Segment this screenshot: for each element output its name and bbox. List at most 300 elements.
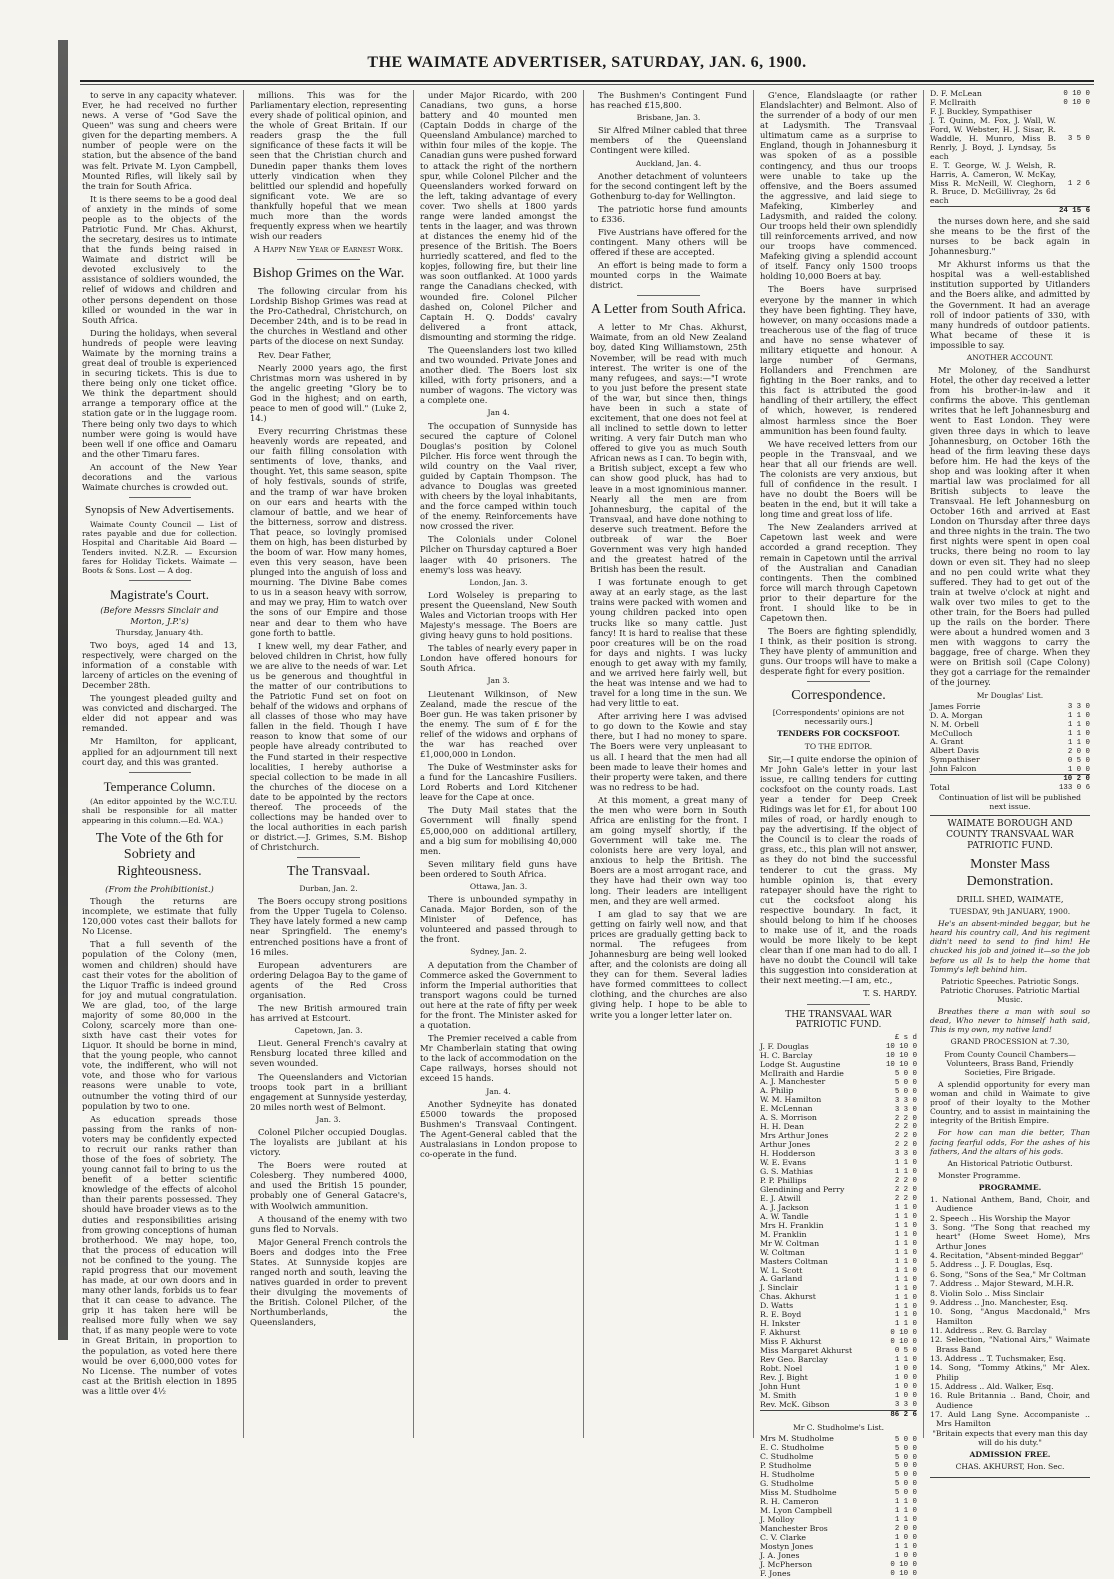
subscription-amount: 5 0 0 <box>894 1480 917 1489</box>
ad-line: Patriotic Speeches. Patriotic Songs. Patriotic Choruses. Patriotic Martial Music. <box>940 976 1080 1004</box>
subscription-amount: 1 1 0 <box>894 1507 917 1516</box>
subscriber-name: E. McLennan <box>760 1104 813 1114</box>
subscription-amount: 3 3 0 <box>894 1105 917 1114</box>
column-2 <box>250 90 407 1438</box>
subscriber-name: Miss M. Studholme <box>760 1488 837 1498</box>
subscriber-name: W. L. Scott <box>760 1265 803 1275</box>
subscription-amount: 1 1 0 <box>894 1168 917 1177</box>
subscription-amount: 0 10 0 <box>890 1560 917 1569</box>
subscriber-name: Chas. Akhurst <box>760 1292 816 1302</box>
dateline: Auckland, Jan. 4. <box>635 158 702 168</box>
list-head: £ s d <box>894 1034 917 1043</box>
paragraph: Five Austrians have offered for the contingent. Many others will be offered if these are accepted. <box>590 227 747 258</box>
subscription-amount: 1 1 0 <box>894 1320 917 1329</box>
subscription-amount: 0 10 0 <box>1063 99 1090 108</box>
ad-paragraph: A splendid opportunity for every man woman and child in Waimate to give proof of their loyalty to the Mother Country, and to assist in maintaining the integrity of the British Empire. <box>930 1079 1090 1126</box>
column-6 <box>930 89 1090 1471</box>
paragraph: The Boers have surprised everyone by the manner in which they have been fighting. They have, however, on many occasions made a treacherous use of the flag of truce and have no sense whatever of military etiquette and honour. A large number of Germans, Hollanders and Frenchmen are fighting in the Boer ranks, and to this fact is attributed the good handling of their artillery, the effect of which, however, is rendered almost harmless since the Boer ammunition has been found faulty. <box>760 284 917 436</box>
subscriber-name: Mr W. Coltman <box>760 1238 820 1248</box>
paragraph: The tables of nearly every paper in London have offered honours for South Africa. <box>420 643 577 674</box>
paragraph: Lieutenant Wilkinson, of New Zealand, made the rescue of the Boer gun. He was taken prisoner by the enemy. The sum of £ for the relief of the widows and orphans of the war has reached over £1,000,000 in London. <box>420 688 577 760</box>
subscription-amount: 5 0 0 <box>894 1471 917 1480</box>
subscription-amount: 2 2 0 <box>894 1141 917 1150</box>
signature: T. S. HARDY. <box>863 988 917 999</box>
paragraph: That a full seventh of the population of the Colony (men, women and children) should have cast their votes for the abolition of the Liquor Traffic is indeed ground for joy and mutual congratulation. We are glad, too, of the large majority of some 80,000 in the Colony, scarcely more than one-sixth have cast their votes for Liquor. It should be borne in mind, that the young people, who cannot vote, the indifferent, who will not vote, and those who for various reasons were unable to vote, outnumber the voting third of our population by two to one. <box>82 939 237 1111</box>
programme-item: 6. Song, "Sons of the Sea," Mr Coltman <box>930 1269 1087 1279</box>
subscriber-name: A. Garland <box>760 1274 803 1284</box>
paragraph: As education spreads those passing from the ranks of non-voters may be confidently expected to recruit our ranks rather than those of the foes of sobriety. The young cannot fail to bring to us the benefit of a better scientific knowledge of the effects of alcohol than their parents possessed. They should have broader views as to the duties and responsibilities arising from growing conceptions of human brotherhood. We may hope, too, that the process of education will not be confined to the young. The rapid progress that our movement has made, at our own doors and in many other lands, forbids us to fear that it can cease to advance. The grip it has taken here will be realised more fully when we say that, if as many people were to vote in Great Britain, in proportion to the population, as voted here there would be over 6,000,000 votes for No License. The number of votes cast at the British election in 1895 was a little over 4½ <box>82 1113 237 1396</box>
subscription-list <box>930 90 1090 216</box>
dateline: Durban, Jan. 2. <box>299 884 358 894</box>
section-heading: Magistrate's Court. <box>109 586 210 602</box>
article-title: Bishop Grimes on the War. <box>252 266 405 282</box>
column-divider <box>583 90 584 1438</box>
paragraph: During the holidays, when several hundreds of people were leaving Waimate by the morning trains a great deal of trouble is experienced in securing tickets. This is due to there being only one ticket office. We think the department should arrange a temporary office at the station gate or in the luggage room. There being only two days to which number were going is would have been well if one office and Oamaru and the other Timaru fares. <box>82 327 237 459</box>
ad-line: GRAND PROCESSION at 7.30, <box>950 1037 1070 1047</box>
subscriber-name: F. Akhurst <box>760 1328 801 1338</box>
ad-verse: He's an absent-minded beggar, but he heard his country call, And his regiment didn't need to send to find him! He chucked his job and joined it—so the job before us all Is to help the home that Tommy's left behind him. <box>930 919 1090 974</box>
paragraph: The occupation of Sunnyside has secured the capture of Colonel Douglas's position by Colonel Pilcher. His force went through the wild country on the Vaal river, guided by Captain Thompson. The advance to Douglas was greeted with cheers by the loyal inhabitants, and the force camped within touch of the enemy. Reinforcements have now crossed the river. <box>420 420 577 532</box>
subscription-amount: 1 1 0 <box>894 1221 917 1230</box>
subscriber-name: M. Franklin <box>760 1229 807 1239</box>
paragraph: There is unbounded sympathy in Canada. Major Borden, son of the Minister of Defence, has volunteered and passed through to the front. <box>420 894 577 945</box>
list-total: 24 15 6 <box>1056 207 1090 216</box>
paragraph: A deputation from the Chamber of Commerce asked the Government to inform the Imperial authorities that transport wagons could be turned out here at the rate of fifty per week for the front. The Minister asked for a quotation. <box>420 959 577 1031</box>
subscriber-name: Rev. McK. Gibson <box>760 1399 830 1409</box>
subheading: ANOTHER ACCOUNT. <box>966 352 1054 362</box>
subscription-amount: 2 2 0 <box>894 1177 917 1186</box>
paragraph: millions. This was for the Parliamentary election, representing every shade of political opinion, and the whole of Great Britain. If our readers grasp the the full significance of these facts it will be seen that the Christian church and Dunedin paper thanks them loves utterly vindication when they belittled our splendid and hopefully significant vote. We are so thankfully hopeful that we mean much more than the words frequently express when we heartily wish our readers <box>250 90 407 242</box>
subscription-amount: 5 0 0 <box>894 1489 917 1498</box>
subscriber-name: E. J. Atwill <box>760 1193 801 1203</box>
programme-item: 11. Address .. Rev. G. Barclay <box>930 1325 1047 1335</box>
subscriber-name: C. Studholme <box>760 1452 814 1462</box>
subheading: TENDERS FOR COCKSFOOT. <box>777 729 900 739</box>
paragraph: A Happy New Year of Earnest Work. <box>253 244 404 255</box>
subscriber-name: W. Coltman <box>760 1247 805 1257</box>
divider <box>807 1004 870 1005</box>
subheading: TO THE EDITOR. <box>804 741 873 751</box>
subscription-amount: 1 0 0 <box>894 1383 917 1392</box>
ad-title: Monster Mass Demonstration. <box>966 857 1054 890</box>
subscriber-name: James Forrie <box>930 701 981 711</box>
subheading: Mr C. Studholme's List. <box>792 1423 884 1433</box>
subscription-amount: 3 3 0 <box>894 1401 917 1410</box>
ad-date: TUESDAY, 9th JANUARY, 1900. <box>949 907 1071 917</box>
subscriber-name: A. J. Manchester <box>760 1077 826 1087</box>
paragraph: Colonel Pilcher occupied Douglas. The loyalists are jubilant at his victory. <box>250 1126 407 1158</box>
dateline: Jan 4. <box>487 408 510 418</box>
column-3 <box>420 90 577 1438</box>
programme-item: 15. Address .. Ald. Walker, Esq. <box>930 1381 1054 1391</box>
subscription-amount: 1 1 0 <box>1067 720 1090 729</box>
dateline: Thursday, January 4th. <box>115 627 204 637</box>
paragraph: It is there seems to be a good deal of anxiety in the minds of some people as to the objects of the Patriotic Fund. Mr Chas. Akhurst, the secretary, desires us to intimate that the funds being raised in Waimate and district will be devoted exclusively to the assistance of soldiers wounded, the relief of widows and children and other persons dependent on those killed or wounded in the war in South Africa. <box>82 193 237 325</box>
paragraph: under Major Ricardo, with 200 Canadians, two guns, a horse battery and 40 mounted men (Captain Dodds in charge of the Queensland Ambulance) marched to within four miles of the kopje. The Canadian guns were pushed forward to attack the right of the northern spur, while Colonel Pilcher and the Queenslanders worked forward on the left, taking advantage of every cover. Two shells at 1800 yards range were landed amongst the tents in the laager, and was thrown at distances the enemy hid of the presence of the British. The Boers hurriedly scattered, and fled to the kopjes, following fire, but their line was soon outflanked. At 1000 yards range the Canadians checked, with wounded fire. Colonel Pilcher dashed on, Colonel Pilcher and Captain H. Q. Dodds' cavalry delivered a front attack, dismounting and storming the ridge. <box>420 90 577 342</box>
paragraph: Another detachment of volunteers for the second contingent left by the Gothenburg to-day for Wellington. <box>590 170 747 201</box>
subscription-amount: 10 10 0 <box>885 1042 917 1051</box>
column-4 <box>590 90 747 1438</box>
subscriber-name: E. C. Studholme <box>760 1443 824 1453</box>
subscription-amount: 1 1 0 <box>894 1302 917 1311</box>
subscriber-name: J. T. Quinn, M. Fox, J. Wall, W. Ford, W. Webster, H. J. Sisar, R. Waddle, H. Munro, Miss B. Renrly, J. Boyd, J. Lyndsay, 5s each <box>930 115 1056 161</box>
ad-line: PROGRAMME. <box>978 1182 1042 1192</box>
programme-list <box>930 1195 1090 1429</box>
subscriber-name: W. M. Hamilton <box>760 1095 822 1105</box>
section-heading: Temperance Column. <box>103 778 216 794</box>
subscriber-name: Sympathiser <box>930 755 980 765</box>
subscriber-name: P. Studholme <box>760 1461 812 1471</box>
subscriber-name: G. Studholme <box>760 1479 814 1489</box>
paragraph: (An editor appointed by the W.C.T.U. shall be responsible for all matter appearing in this column.—Ed. W.A.) <box>82 797 237 825</box>
subscription-amount: 1 1 0 <box>894 1213 917 1221</box>
programme-item: 9. Address .. Jno. Manchester, Esq. <box>930 1297 1068 1307</box>
section-subheading: (Before Messrs Sinclair and Morton, J.P.'s) <box>100 605 219 626</box>
subscription-amount: 1 1 0 <box>1067 711 1090 720</box>
subscription-amount: 1 0 0 <box>894 1374 917 1383</box>
subscription-amount: 10 10 0 <box>885 1060 917 1069</box>
paragraph: The Queenslanders and Victorian troops took part in a brilliant engagement at Sunnyside yesterday, 20 miles north west of Belmont. <box>250 1071 407 1112</box>
subscriber-name: F. McIlraith <box>930 97 977 107</box>
paragraph: European adventurers are ordering Delagoa Bay to the game of agents of the Red Cross organisation. <box>250 959 407 1000</box>
paragraph: Mr Hamilton, for applicant, applied for an adjournment till next court day, and this was granted. <box>82 736 237 767</box>
list-row <box>930 117 1090 162</box>
paragraph: Waimate County Council — List of rates payable and due for collection. Hospital and Charitable Aid Board — Tenders invited. N.Z.R. — Excursion fares for Holiday Tickets. Waimate — Boots & Sons. Lost — A dog. <box>82 520 237 575</box>
paragraph: The Premier received a cable from Mr Chamberlain stating that owing to the lack of accommodation on the Cape railways, horses should not exceed 15 hands. <box>420 1033 577 1084</box>
programme-item: 7. Address .. Major Steward, M.H.R. <box>930 1279 1074 1289</box>
subscriber-name: H. Hodderson <box>760 1149 816 1159</box>
subscription-amount: 2 2 0 <box>894 1123 917 1132</box>
subscription-amount: 5 0 0 <box>894 1078 917 1087</box>
subscriber-name: Masters Coltman <box>760 1256 828 1266</box>
subscriber-name: C. V. Clarke <box>760 1532 807 1542</box>
paragraph: After arriving here I was advised to go down to the Kowie and stay there, but I had no money to spare. The Boers were very unpleasant to us all. I heard that the men had all been made to leave their homes and their property were taken, and there was no redress to be had. <box>590 711 747 792</box>
paragraph: The following circular from his Lordship Bishop Grimes was read at the Pro-Cathedral, Christchurch, on December 24th, and is to be read in the churches in Westland and other parts of the diocese on next Sunday. <box>250 286 407 347</box>
programme-item: 2. Speech .. His Worship the Mayor <box>930 1213 1071 1223</box>
subscription-amount: 1 1 0 <box>1067 729 1090 738</box>
total-label: Total <box>930 782 950 792</box>
subscriber-name: H. H. Dean <box>760 1122 805 1132</box>
paragraph: The youngest pleaded guilty and was convicted and discharged. The elder did not appear and was remanded. <box>82 693 237 734</box>
paragraph: A letter to Mr Chas. Akhurst, Waimate, from an old New Zealand boy, dated King Williamstown, 25th November, will be read with much interest. The writer is one of the many refugees, and says:—"I wrote to you just before the present state of the war, but since then, things have been in such a state of excitement, that one does not feel at all inclined to settle down to letter writing. A very fair Dutch man who offered to give you as much South African news as I can. To begin with, a British subject, except a few who can show good pluck, has had to leave in a most ignominious manner. Nearly all the men are from Johannesburg, the capital of the Transvaal, and have done nothing to deserve such treatment. Before the outbreak of war the Boer Government was very high handed and the greatest hatred of the British has been the result. <box>590 322 747 575</box>
subscriber-name: A. Grant <box>930 737 964 747</box>
subscriber-name: Glendining and Perry <box>760 1184 845 1194</box>
ad-verse: Breathes there a man with soul so dead, Who never to himself hath said, This is my own, my native land! <box>930 1007 1090 1035</box>
subscription-amount: 1 1 0 <box>1067 738 1090 747</box>
subscriber-name: D. Watts <box>760 1301 794 1311</box>
subscriber-name: A. W. Tandle <box>760 1211 809 1221</box>
paragraph: the nurses down here, and she said she means to be the first of the nurses to be back again in Johannesburg." <box>930 215 1090 257</box>
subscription-amount: 2 2 0 <box>894 1195 917 1204</box>
masthead-rule-thin <box>80 84 1094 85</box>
divider <box>807 681 870 682</box>
subscription-amount: 1 1 0 <box>894 1275 917 1284</box>
subscription-amount: 5 0 0 <box>894 1069 917 1078</box>
subscription-amount: 5 0 0 <box>894 1444 917 1453</box>
divider <box>129 497 191 498</box>
section-heading: Correspondence. <box>791 688 886 704</box>
subscriber-name: J. McPherson <box>760 1559 813 1569</box>
subheading: THE TRANSVAAL WAR PATRIOTIC FUND. <box>785 1009 892 1031</box>
paragraph: G'ence, Elandslaagte (or rather Elandslachter) and Belmont. Also of the surrender of a body of our men at Ladysmith. The Transvaal ultimatum came as a surprise to England, though in Johannesburg it was spoken of as a possible contingency, and thus our troops were unable to take up the offensive, and the Boers assumed the aggressive, and laid siege to Mafeking, Kimberley and Ladysmith, and raided the colony. Our troops held their own splendidly till reinforcements arrived, and now our troops have commenced. Mafeking giving a splendid account of itself. Fancy only 1500 troops holding 10,000 Boers at bay. <box>760 90 917 282</box>
subscriber-name: A. J. Jackson <box>760 1202 809 1212</box>
subscriber-name: F. Jones <box>760 1568 791 1578</box>
dateline: Jan. 4. <box>486 1086 511 1096</box>
subscription-amount: 1 1 0 <box>894 1516 917 1525</box>
subscriber-name: John Hunt <box>760 1381 801 1391</box>
paragraph: Sir Alfred Milner cabled that three members of the Queensland Contingent were killed. <box>590 125 747 156</box>
article-title: A Letter from South Africa. <box>590 302 747 318</box>
paragraph: We have received letters from our people in the Transvaal, and we hear that all our friends are well. The colonists are very anxious, but full of confidence in the result. I have no doubt the Boers will be beaten in the end, but it will take a long time and great loss of life. <box>760 438 917 520</box>
subscription-amount: 1 1 0 <box>894 1239 917 1248</box>
dateline: London, Jan. 3. <box>469 577 528 587</box>
masthead-rule <box>80 80 1094 82</box>
subscription-amount: 1 1 0 <box>894 1498 917 1507</box>
subscription-amount: 0 5 0 <box>1067 756 1090 765</box>
subscription-amount: 1 1 0 <box>894 1356 917 1365</box>
subscriber-name: McCulloch <box>930 728 973 738</box>
subscription-amount: 3 5 0 <box>1067 134 1090 143</box>
subscriber-name: M. Smith <box>760 1390 797 1400</box>
divider <box>129 580 191 581</box>
subscriber-name: R. E. Boyd <box>760 1310 802 1320</box>
paragraph: I am glad to say that we are getting on fairly well now, and that prices are gradually getting back to normal. The refugees from Johannesburg are being well looked after, and the colonists are doing all they can for them. Several ladies have formed committees to collect clothing, and the churches are also giving help. I hope to be able to write you a longer letter later on. <box>590 908 747 1020</box>
paragraph: The Boers are fighting splendidly, I think, as their position is strong. They have plenty of ammunition and guns. Our troops will have to make a desperate fight for every position. <box>760 626 917 677</box>
paragraph: The new British armoured train has arrived at Estcourt. <box>250 1003 407 1024</box>
programme-item: 5. Address .. J. F. Douglas, Esq. <box>930 1260 1053 1270</box>
programme-item: 14. Song, "Tommy Atkins," Mr Alex. Philip <box>930 1363 1090 1382</box>
paragraph: The Boers were routed at Colesberg. They numbered 4000, and used the British 15 pounder, probably one of General Gatacre's, with Woolwich ammunition. <box>250 1160 407 1211</box>
subscription-amount: 0 10 0 <box>890 1569 917 1578</box>
subscription-amount: 2 2 0 <box>894 1186 917 1195</box>
divider <box>637 295 700 296</box>
subscriber-name: John Falcon <box>930 764 977 774</box>
subscriber-name: H. Inkster <box>760 1319 801 1329</box>
subscription-amount: 1 1 0 <box>894 1293 917 1302</box>
programme-item: 1. National Anthem, Band, Choir, and Audience <box>930 1195 1090 1214</box>
column-divider <box>923 90 924 1438</box>
paragraph: The New Zealanders arrived at Capetown last week and were accorded a grand reception. They remain in Capetown until the arrival of the Australian and Canadian contingents. Then the combined force will march through Capetown prior to their departure for the front. I should like to be in Capetown then. <box>760 522 917 623</box>
ad-verse: For how can man die better, Than facing fearful odds, For the ashes of his fathers, And the altars of his gods. <box>930 1128 1090 1156</box>
ad-line: ADMISSION FREE. <box>969 1449 1051 1459</box>
paragraph: Another Sydneyite has donated £5000 towards the proposed Bushmen's Transvaal Contingent. The Agent-General cabled that the Australasians in London propose to co-operate in the fund. <box>420 1098 577 1159</box>
subscriber-name: A. S. Morrison <box>760 1113 817 1123</box>
column-divider <box>753 90 754 1438</box>
paragraph: An account of the New Year decorations and the various Waimate churches is crowded out. <box>82 461 237 492</box>
dateline: Brisbane, Jan. 3. <box>636 113 701 123</box>
subscriber-name: Miss F. Akhurst <box>760 1337 822 1347</box>
list-row <box>760 1570 917 1579</box>
ad-line: Monster Programme. <box>938 1170 1021 1180</box>
paragraph: Continuation of list will be published next issue. <box>938 792 1082 811</box>
list-total: 86 2 6 <box>883 1410 917 1419</box>
subscription-amount: 2 0 0 <box>1067 747 1090 756</box>
section-heading: Synopsis of New Advertisements. <box>84 504 235 517</box>
subscriber-name: H. C. Barclay <box>760 1050 813 1060</box>
subscription-amount: 1 1 0 <box>894 1230 917 1239</box>
subscription-amount: 1 1 0 <box>894 1284 917 1293</box>
column-divider <box>243 90 244 1438</box>
subscription-amount: 1 1 0 <box>894 1543 917 1552</box>
paragraph: Nearly 2000 years ago, the first Christmas morn was ushered in by the angelic greeting "Glory be to God in the highest; and on earth, peace to men of good will." (Luke 2, 14.) <box>250 362 407 423</box>
paragraph: The Colonials under Colonel Pilcher on Thursday captured a Boer laager with 40 prisoners. The enemy's loss was heavy. <box>420 534 577 575</box>
divider <box>297 857 360 858</box>
programme-item: 3. Song. "The Song that reached my heart" (Home Sweet Home), Mrs Arthur Jones <box>930 1223 1090 1251</box>
subscriber-name: Mrs Arthur Jones <box>760 1131 829 1141</box>
divider <box>297 259 360 260</box>
ad-line: From County Council Chambers—Volunteers, Brass Band, Friendly Societies, Fire Brigade. <box>944 1049 1076 1077</box>
advertisement <box>930 815 1090 1478</box>
dateline: Jan. 3. <box>316 1114 341 1124</box>
paragraph: Lord Wolseley is preparing to present the Queensland, New South Wales and Victorian troops with Her Majesty's message. The Boers are giving heavy guns to hold positions. <box>420 589 577 641</box>
subscriber-name: J. Sinclair <box>760 1283 799 1293</box>
subscriber-name: Miss Margaret Akhurst <box>760 1346 853 1356</box>
subscription-amount: 1 1 0 <box>894 1311 917 1320</box>
dateline: Ottawa, Jan. 3. <box>469 881 528 891</box>
subscription-amount: 1 0 0 <box>1067 765 1090 774</box>
subscriber-name: Mostyn Jones <box>760 1541 814 1551</box>
subscriber-name: N. M. Orbell <box>930 719 979 729</box>
divider <box>129 772 191 773</box>
subscriber-name: A. Philip <box>760 1086 794 1096</box>
subscription-amount: 5 0 0 <box>894 1087 917 1096</box>
ad-line: An Historical Patriotic Outburst. <box>947 1158 1073 1168</box>
subscriber-name: Rev. J. Bight <box>760 1372 808 1382</box>
list-row <box>930 162 1090 207</box>
subscription-amount: 3 3 0 <box>1067 702 1090 711</box>
paragraph: Two boys, aged 14 and 13, respectively, were charged on the information of a constable with larceny of articles on the evening of December 28th. <box>82 639 237 691</box>
paragraph: Rev. Dear Father, <box>258 349 332 360</box>
paragraph: The Duke of Westminster asks for a fund for the Lancashire Fusiliers. Lord Roberts and Lord Kitchener leave for the Cape at once. <box>420 762 577 803</box>
subscriber-name: J. Molloy <box>760 1514 795 1524</box>
programme-item: 10. Song, "Angus Macdonald," Mrs Hamilton <box>930 1307 1090 1326</box>
subscription-amount: 1 0 0 <box>894 1365 917 1374</box>
subscriber-name: Robt. Noel <box>760 1363 803 1373</box>
dateline: Sydney, Jan. 2. <box>470 947 527 957</box>
subscription-amount: 1 1 0 <box>894 1248 917 1257</box>
subscription-amount: 1 0 0 <box>894 1534 917 1543</box>
paragraph: I knew well, my dear Father, and beloved children in Christ, how fully we are alive to the needs of war. Let us be generous and thoughtful in the matter of our contributions to the Patriotic Fund set on foot on behalf of the widows and orphans of all classes of those who may have fallen in the field. Though I have reason to know that some of our people have already contributed to the Fund started in their respective localities, I hereby authorise a special collection to be made in all the churches of the diocese on a date to be appointed by the rectors thereof. The proceeds of the collections may be handed over to the local authorities in each parish or district.—J. Grimes, S.M. Bishop of Christchurch. <box>250 640 407 853</box>
ad-heading: WAIMATE BOROUGH AND COUNTY TRANSVAAL WAR PATRIOTIC FUND. <box>946 818 1074 851</box>
paragraph: The Boers occupy strong positions from the Upper Tugela to Colenso. They have lately formed a new camp near Springfield. The enemy's entrenched positions have a front of 16 miles. <box>250 896 407 957</box>
subscription-amount <box>1056 108 1090 117</box>
article-title: The Transvaal. <box>286 864 371 880</box>
subscription-amount: 1 1 0 <box>894 1159 917 1168</box>
subscriber-name: Lodge St. Augustine <box>760 1059 841 1069</box>
subscription-amount: 3 3 0 <box>894 1096 917 1105</box>
subscription-list <box>930 703 1090 793</box>
subscription-amount: 0 10 0 <box>1063 90 1090 99</box>
subscription-amount: 5 0 0 <box>894 1453 917 1462</box>
paragraph: Mr Akhurst informs us that the hospital was a well-established institution supported by Uitlanders and the Boers alike, and admitted by the Government. It had an average roll of indoor patients of 330, with many hundreds of outdoor patients. What became of these it is impossible to say. <box>930 259 1090 350</box>
subscription-amount: 0 5 0 <box>894 1347 917 1356</box>
masthead-title: THE WAIMATE ADVERTISER, SATURDAY, JAN. 6, 1900. <box>367 54 807 71</box>
subscriber-name: McIlraith and Hardie <box>760 1068 844 1078</box>
programme-item: 12. Selection, "National Airs," Waimate Brass Band <box>930 1335 1090 1354</box>
subscriber-name: G. S. Mathias <box>760 1167 813 1177</box>
column-divider <box>413 90 414 1438</box>
ad-line: "Britain expects that every man this day will do his duty." <box>932 1428 1088 1447</box>
paragraph: Major General French controls the Boers and dodges into the Free States. At Sunnyside kopjes are ranged north and south, leaving the natives guarded in order to prevent their divulging the movements of the British. Colonel Pilcher, of the Northumberlands, the Queenslanders, <box>250 1236 407 1328</box>
subscriber-name: Mrs M. Studholme <box>760 1434 834 1444</box>
subscriber-name: F. J. Buckley, Sympathiser <box>930 106 1032 116</box>
list-row <box>930 765 1090 774</box>
subheading: Mr Douglas' List. <box>976 690 1044 700</box>
programme-item: 17. Auld Lang Syne. Accompaniste .. Mrs Hamilton <box>930 1409 1090 1429</box>
paragraph: A thousand of the enemy with two guns fled to Norvals. <box>250 1213 407 1234</box>
subscription-amount: 1 1 0 <box>894 1204 917 1213</box>
paragraph: At this moment, a great many of the men who were born in South Africa are enlisting for the front. I am going myself shortly, if the Government will take me. The colonists here are very loyal, and anxious to help the British. The Boers are a most arrogant race, and they have had their own way too long. Their leaders are intelligent men, and they are well armed. <box>590 794 747 906</box>
programme-item: 8. Violin Solo .. Miss Sinclair <box>930 1288 1044 1298</box>
subscription-list <box>760 1435 917 1578</box>
subscription-amount: 1 2 6 <box>1067 179 1090 188</box>
article-title: The Vote of the 6th for Sobriety and Righteousness. <box>95 830 224 880</box>
paragraph: Seven military field guns have been ordered to South Africa. <box>420 858 577 879</box>
subscriber-name: D. F. McLean <box>930 89 982 98</box>
ad-line: DRILL SHED, WAIMATE, <box>956 893 1064 904</box>
subscriber-name: Mrs H. Franklin <box>760 1220 824 1230</box>
programme-item: 16. Rule Britannia .. Band, Choir, and Audience <box>930 1391 1090 1410</box>
grand-total: 133 0 6 <box>1058 784 1090 792</box>
subscriber-name: Manchester Bros <box>760 1523 828 1533</box>
subscriber-name: Rev Geo. Barclay <box>760 1355 828 1365</box>
subscriber-name: W. E. Evans <box>760 1158 807 1168</box>
subscriber-name: J. F. Douglas <box>760 1041 809 1051</box>
subscription-amount: 1 1 0 <box>894 1266 917 1275</box>
subscription-amount: 3 3 0 <box>894 1150 917 1159</box>
subscriber-name: E. T. George, W. J. Welsh, R. Harris, A. Cameron, W. McKay, Miss R. McNeill, W. Cleghorn, R. Bruce, D. McGillivray, 2s 6d each <box>930 160 1056 206</box>
subscription-amount: 0 10 0 <box>890 1329 917 1338</box>
dateline: Jan 3. <box>487 676 510 686</box>
subscriber-name: Albert Davis <box>930 746 979 756</box>
subscription-amount: 5 0 0 <box>894 1462 917 1471</box>
column-1 <box>82 90 237 1438</box>
paragraph: [Correspondents' opinions are not necessarily ours.] <box>772 708 905 727</box>
paragraph: Mr Moloney, of the Sandhurst Hotel, the other day received a letter from his brother-in-law and it confirms the above. This gentleman writes that he left Johannesburg and went to East London. They were given three days in which to leave Johannesburg, on October 16th the head of the firm leaving these days before him. He had the keys of the shop and was looking after it when martial law was proclaimed for all British subjects to leave the Transvaal. He left Johannesburg on October 16th and arrived at East London on Thursday after three days and three nights in the train. The two first nights were spent in open coal trucks, there being no room to lay down or even sit. They had no sleep and no pen could write what they suffered. They had to get out of the train at twelve o'clock at night and walk over two miles to get to the other train, for the Boers had pulled up the rails on the border. There were about a hundred women and 3 men with waggons to carry the baggage, free of charge. When they were on British soil (Cape Colony) they got a carriage for the remainder of the journey. <box>930 365 1090 688</box>
subscription-amount: 0 10 0 <box>890 1338 917 1347</box>
programme-item: 4. Recitation, "Absent-minded Beggar" <box>930 1251 1084 1261</box>
subscription-amount: 5 0 0 <box>894 1435 917 1444</box>
subscription-list <box>760 1034 917 1419</box>
subscription-amount: 2 0 0 <box>894 1525 917 1534</box>
paragraph: I was fortunate enough to get away at an early stage, as the last trains were packed with women and young children packed into open trucks like so many cattle. Just fancy! It is hard to realise that these poor creatures will be on the road for days and nights. I was lucky enough to get away with my family, and we arrived here fairly well, but the heat was intense and we had to travel for a long time in the sun. We had very little to eat. <box>590 577 747 709</box>
subscription-amount: 2 2 0 <box>894 1132 917 1141</box>
paragraph: Every recurring Christmas these heavenly words are repeated, and our faith filling consolation with sentiments of love, thanks, and thought. Yet, this same season, spite of holy festivals, sounds of strife, and the tramp of war have broken on our ears and hearts with the clamour of battle, and we hear of the bitterness, sorrow and distress. That peace, so lovingly promised them on high, has been disturbed by the boom of war. How many homes, even this very season, have been plunged into the anguish of loss and mourning. The Divine Babe comes to us in a season heavy with sorrow, and may we pray, Him to watch over the sons of our Empire and those near and dear to them who have gone forth to battle. <box>250 426 407 638</box>
subscriber-name: H. Studholme <box>760 1470 815 1480</box>
subscriber-name: M. Lyon Campbell <box>760 1506 833 1515</box>
subscriber-name: R. H. Cameron <box>760 1497 819 1507</box>
list-row <box>760 1401 917 1410</box>
subscriber-name: J. A. Jones <box>760 1550 800 1560</box>
paragraph: The patriotic horse fund amounts to £336. <box>590 203 747 224</box>
column-5 <box>760 90 917 1578</box>
subscription-amount: 1 0 0 <box>894 1392 917 1401</box>
paragraph: to serve in any capacity whatever. Ever, he had received no further news. A verse of "God Save the Queen" was sung and cheers were given for the departing members. A number of people were on the station, but the absence of the band was felt. Private M. Lyon Campbell, Mounted Rifles, will likely sail by the train for South Africa. <box>82 90 237 191</box>
paragraph: An effort is being made to form a mounted corps in the Waimate district. <box>590 260 747 291</box>
subscriber-name: D. A. Morgan <box>930 710 983 720</box>
paragraph: Sir,—I quite endorse the opinion of Mr John Gale's letter in your last issue, re calling tenders for cutting cocksfoot on the county roads. Last year a tender for Deep Creek Ridings was let for £1, for about 100 miles of road, or hardly enough to pay the advertising. If the object of the Council is to clear the roads of grass, etc., this plan will not answer, as they do not bind the successful tenderer to cut the grass. My humble opinion is, that every ratepayer should have the right to cut the cocksfoot along his respective boundary. In fact, it should belong to him if he chooses to make use of it, and the roads would be more likely to be kept clear than if one man had to do all. I have no doubt the Council will take this suggestion into consideration at their next meeting.—I am, etc., <box>760 753 917 986</box>
subscriber-name: P. P. Phillips <box>760 1175 807 1185</box>
paragraph: The Bushmen's Contingent Fund has reached £15,800. <box>590 90 747 111</box>
paragraph: Lieut. General French's cavalry at Rensburg located three killed and seven wounded. <box>250 1038 407 1069</box>
paragraph: The Queenslanders lost two killed and two wounded. Private Jones and another died. The Boers lost six killed, with forty prisoners, and a number of wagons. The victory was a complete one. <box>420 344 577 406</box>
programme-item: 13. Address .. T. Tuchsmaker, Esq. <box>930 1353 1066 1363</box>
subscription-amount: 10 10 0 <box>885 1051 917 1060</box>
subscription-amount: 1 0 0 <box>894 1551 917 1560</box>
subscriber-name: Arthur Jones <box>760 1140 811 1150</box>
ad-line: CHAS. AKHURST, Hon. Sec. <box>955 1462 1065 1471</box>
section-subheading: (From the Prohibitionist.) <box>105 884 214 894</box>
